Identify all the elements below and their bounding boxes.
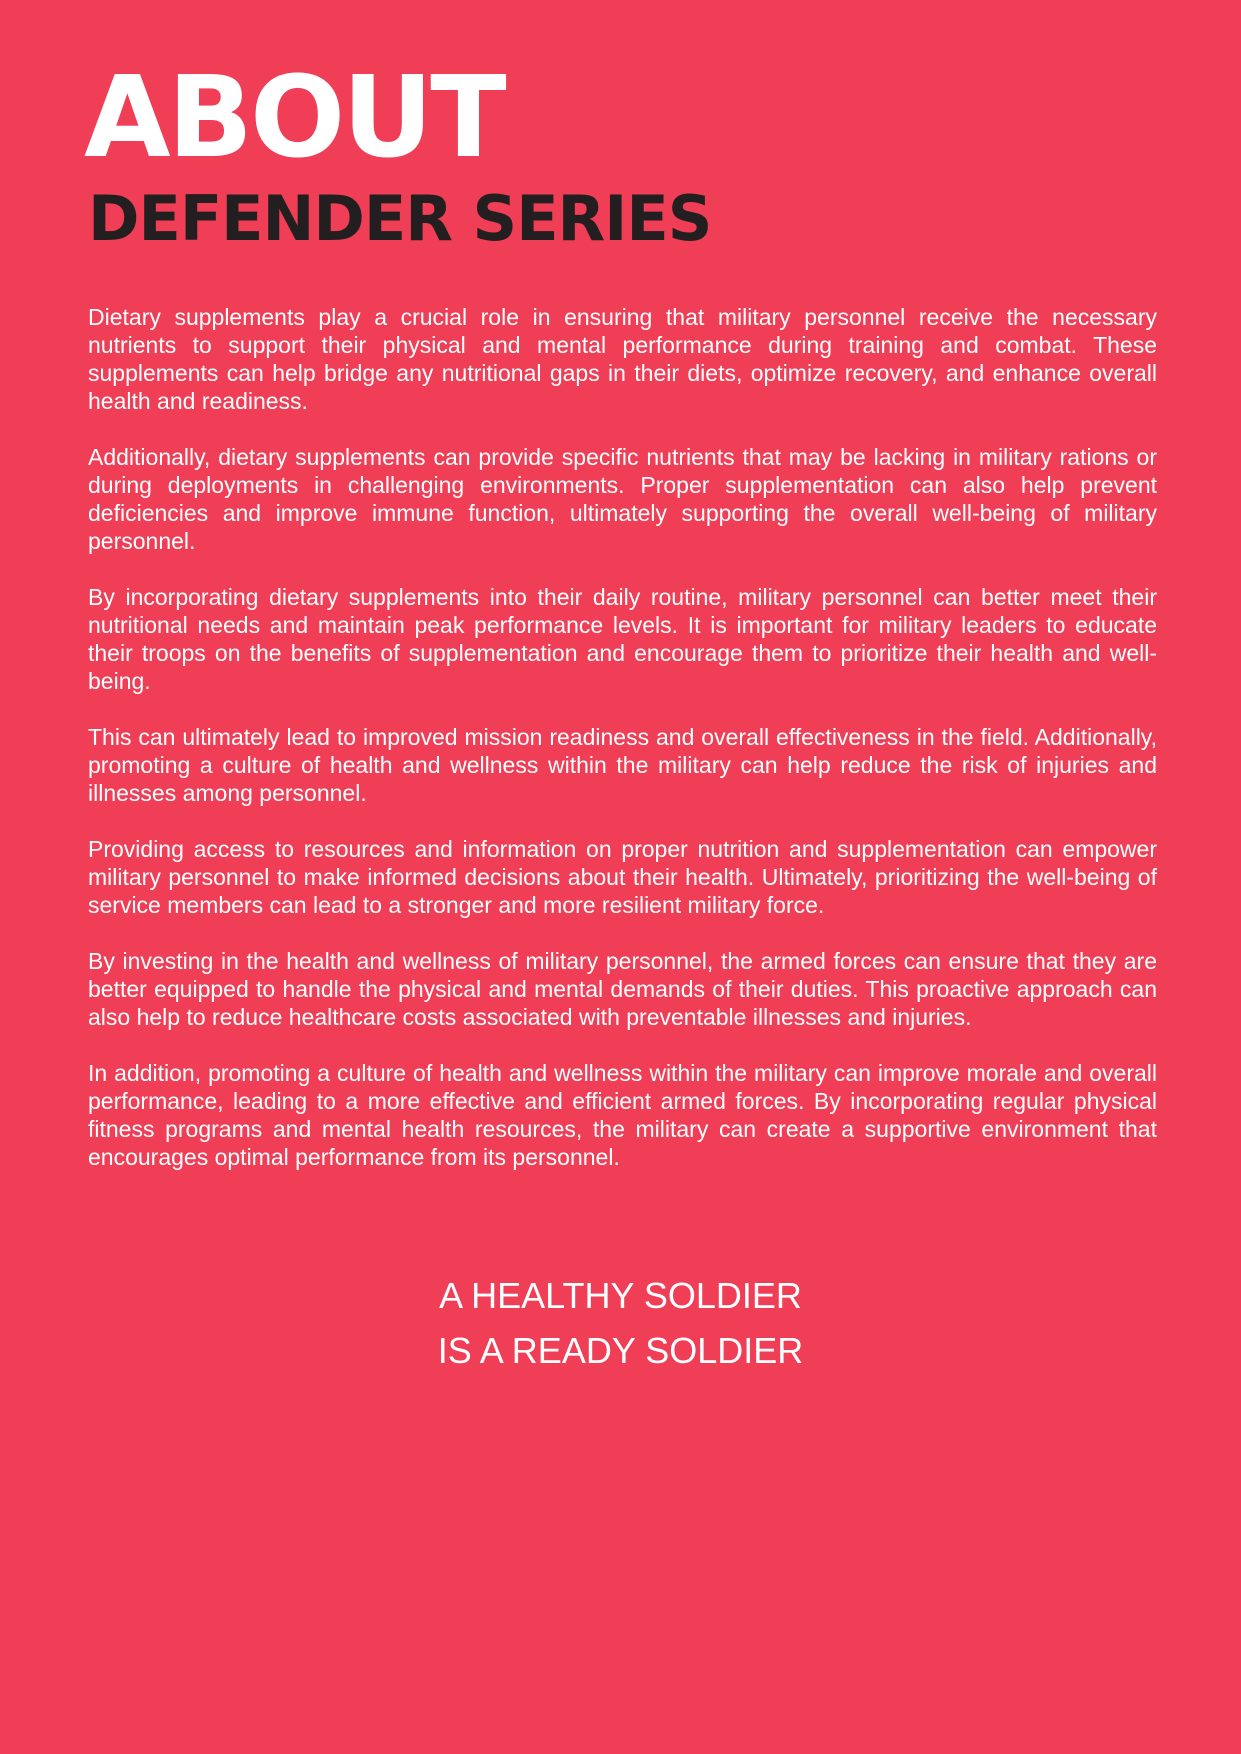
slogan [0, 1268, 1241, 1378]
body-text [88, 303, 1157, 1199]
paragraph-7: In addition, promoting a culture of health and wellness within the military can improve morale and overall performance, leading to a more effective and efficient armed forces. By incorporating regular physical fitness programs and mental health resources, the military can create a supportive environment that encourages optimal performance from its personnel. [88, 1060, 1157, 1170]
paragraph-3: By incorporating dietary supplements into their daily routine, military personnel can better meet their nutritional needs and maintain peak performance levels. It is important for military leaders to educate their troops on the benefits of supplementation and encourage them to prioritize their health and well-being. [88, 584, 1157, 694]
page-subtitle: DEFENDER SERIES [88, 182, 712, 255]
paragraph-5: Providing access to resources and information on proper nutrition and supplementation can empower military personnel to make informed decisions about their health. Ultimately, prioritizing the well-being of service members can lead to a stronger and more resilient military force. [88, 836, 1157, 918]
page-title: ABOUT [84, 53, 504, 183]
paragraph-2: Additionally, dietary supplements can provide specific nutrients that may be lacking in military rations or during deployments in challenging environments. Proper supplementation can also help prevent deficiencies and improve immune function, ultimately supporting the overall well-being of military personnel. [88, 444, 1157, 554]
paragraph-4: This can ultimately lead to improved mission readiness and overall effectiveness in the field. Additionally, promoting a culture of health and wellness within the military can help reduce the risk of injuries and illnesses among personnel. [88, 724, 1157, 806]
paragraph-1: Dietary supplements play a crucial role in ensuring that military personnel receive the necessary nutrients to support their physical and mental performance during training and combat. These supplements can help bridge any nutritional gaps in their diets, optimize recovery, and enhance overall health and readiness. [88, 304, 1157, 414]
slogan-line-1: A HEALTHY SOLDIER [439, 1275, 802, 1316]
paragraph-6: By investing in the health and wellness of military personnel, the armed forces can ensure that they are better equipped to handle the physical and mental demands of their duties. This proactive approach can also help to reduce healthcare costs associated with preventable illnesses and injuries. [88, 948, 1157, 1030]
slogan-line-2: IS A READY SOLDIER [437, 1330, 804, 1371]
